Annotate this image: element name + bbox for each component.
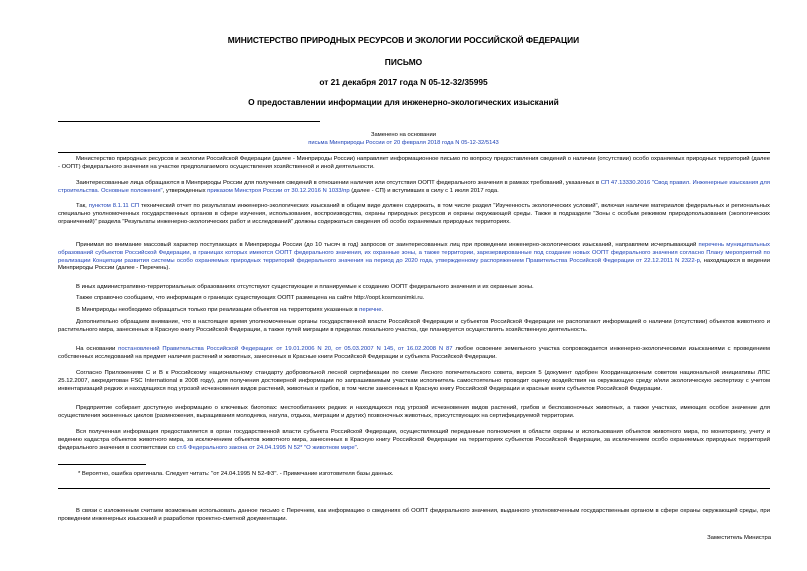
- p12-text-b: .: [356, 444, 359, 451]
- p2-text-c: (далее - СП) и вступивших в силу с 1 июля 2017 года.: [351, 187, 499, 194]
- paragraph-2: [58, 180, 770, 196]
- plan-link[interactable]: Плану мероприятий по реализации Концепции развития системы особо охраняемых природных территорий федерального значения на период до 2020 года, утвержденному распоряжением Правительства Российской Федерации от 22.12.2011 N 2322-р: [58, 249, 770, 264]
- doc-type-heading: ПИСЬМО: [384, 57, 423, 67]
- p4-text-b: , находящихся в ведении Минприроды России (далее - Перечень).: [58, 257, 771, 272]
- paragraph-10: Согласно Приложениям С и В к Российскому национальному стандарту добровольной лесной сертификации по схеме Лесного попечительского совета, версия 5 (документ одобрен Координационным советом национальной инициативы ЛПС 25.12.2007, аккредитован FSC International в 2008 году), для получения достоверной информации по запрашиваемым участкам исполнитель самостоятельно проводит оценку воздействия на окружающую среду и/или экологическую экспертизу с учетом инвентаризаций редких и находящихся под угрозой исчезновения видов растений, животных и грибов, в том числе занесенных в Красную книгу Российской Федерации и красные книги субъектов Российской Федерации.: [58, 370, 770, 392]
- paragraph-7: [58, 307, 770, 315]
- divider-top: [58, 121, 320, 122]
- p7-text-b: .: [381, 307, 384, 313]
- replaced-link[interactable]: письма Минприроды России от 20 февраля 2018 года N 05-12-32/5143: [308, 140, 499, 146]
- divider-footnote: [58, 464, 146, 465]
- ministry-heading: МИНИСТЕРСТВО ПРИРОДНЫХ РЕСУРСОВ И ЭКОЛОГИИ РОССИЙСКОЙ ФЕДЕРАЦИИ: [227, 35, 580, 45]
- p4-text-a: Принимая во внимание массовый характер поступающих в Минприроды России (до 10 тысяч в год) запросов от заинтересованных лиц при проведении инженерно-экологических изысканий, направляем исчерпывающий: [76, 242, 697, 248]
- subject-heading: О предоставлении информации для инженерно-экологических изысканий: [248, 97, 559, 107]
- divider-replaced: [58, 152, 770, 153]
- p2-text-b: , утвержденных: [162, 187, 206, 194]
- p9-text-b: любое освоение земельного участка сопровождается инженерно-экологическими изысканиями с проведением собственных исследований на предмет наличия растений и животных, занесенных в Красные книги Российской Федерации и субъекта Российской Федерации.: [58, 346, 770, 360]
- signature: Заместитель Министра: [707, 535, 771, 541]
- p3-text-b: технический отчет по результатам инженерно-экологических изысканий в общем виде должен содержать, в том числе раздел "Изученность экологических условий", включая наличие материалов федеральных и региональных специально уполномоченных государственных органов в сфере изучения, использования, воспроизводства, охраны природных ресурсов и охраны окружающей среды. Также в подразделе "Зоны с особым режимом природопользования (экологических ограничений)" раздела "Результаты инженерно-экологических работ и исследований" должны содержаться сведения об особо охраняемых природных территориях.: [58, 203, 770, 225]
- sp-link[interactable]: СП 47.13330.2016 "Свод правил. Инженерные изыскания для строительства. Основные положения": [58, 180, 770, 194]
- paragraph-12: [58, 429, 770, 452]
- p9-text-a: На основании: [76, 346, 116, 352]
- paragraph-1: Министерство природных ресурсов и экологии Российской Федерации (далее - Минприроды России) направляет информационное письмо по вопросу предоставления сведений о наличии (отсутствии) особо охраняемых природных территорий (далее - ООПТ) федерального значения на участке предполагаемого осуществления хозяйственной и иной деятельности.: [58, 156, 770, 170]
- p7-text-a: В Минприроды необходимо обращаться только при реализации объектов на территориях указанных в: [76, 307, 358, 313]
- divider-bottom: [58, 488, 770, 489]
- paragraph-9: [58, 346, 770, 362]
- clause-link[interactable]: пунктом 8.1.11 СП: [88, 203, 140, 209]
- list-link[interactable]: перечень муниципальных образований субъектов Российской Федерации, в границах которых имеются ООПТ федерального значения, их охранные зоны, а также территории, зарезервированные под создание новых ООПТ федерального значения согласно: [58, 242, 770, 256]
- paragraph-4: [58, 242, 770, 273]
- paragraph-8: Дополнительно обращаем внимание, что в настоящее время уполномоченные органы государственной власти Российской Федерации и субъектов Российской Федерации не располагают информацией о наличии (отсутствии) объектов животного и растительного мира, занесенных в Красную книгу Российской Федерации, а также путей миграции в пределах локального участка, где планируется осуществлять хозяйственную деятельность.: [58, 319, 770, 333]
- paragraph-5: В иных административно-территориальных образованиях отсутствуют существующие и планируемые к созданию ООПТ федерального значения и их охранные зоны.: [76, 284, 534, 290]
- p3-text-a: Так,: [76, 203, 87, 209]
- paragraph-11: Предприятие собирает доступную информацию о ключевых биотопах: местообитаниях редких и находящихся под угрозой исчезновения видов растений, грибов и беспозвоночных животных, а также участках, имеющих особое значение для осуществления жизненных циклов (размножения, выращивания молодняка, нагула, отдыха, миграции и других) позвоночных животных, присутствующих на сертифицируемой территории.: [58, 405, 770, 419]
- replaced-label: Заменено на основании: [371, 132, 436, 138]
- p2-text-a: Заинтересованные лица обращаются в Минприроды России для получения сведений в отношении наличия или отсутствия ООПТ федерального значения в рамках требований, указанных в: [76, 180, 600, 186]
- paragraph-13: В связи с изложенным считаем возможным использовать данное письмо с Перечнем, как информацию о сведениях об ООПТ федерального значения, выданного уполномоченным государственным органом в сфере охраны окружающей среды, при проведении инженерных изысканий и разработке проектно-сметной документации.: [58, 508, 770, 522]
- date-number-heading: от 21 декабря 2017 года N 05-12-32/35995: [319, 77, 488, 87]
- paragraph-3: [58, 203, 770, 226]
- law-link[interactable]: ст.6 Федерального закона от 24.04.1995 N 52* "О животном мире": [176, 444, 357, 451]
- order-link[interactable]: приказом Минстроя России от 30.12.2016 N 1033/пр: [207, 187, 350, 194]
- government-decrees-link[interactable]: постановлений Правительства Российской Федерации: от 19.01.2006 N 20, от 05.03.2007 N 145, от 16.02.2008 N 87: [118, 346, 453, 352]
- footnote: * Вероятно, ошибка оригинала. Следует читать: "от 24.04.1995 N 52-ФЗ". - Примечание изготовителя базы данных.: [78, 471, 394, 477]
- p12-text-a: Вся полученная информация предоставляется в орган государственной власти субъекта Российской Федерации, осуществляющий переданные полномочия в области охраны и использования объектов животного мира, по мониторингу, учету и ведению кадастра объектов животного мира, за исключением объектов животного мира, занесенных в Красную книгу Российской Федерации на территориях субъектов Российской Федерации, за исключением особо охраняемых природных территорий федерального значения в соответствии со: [58, 429, 770, 451]
- paragraph-6: Также справочно сообщаем, что информация о границах существующих ООПТ размещена на сайте http://oopt.kosmosnimki.ru.: [76, 295, 425, 301]
- list-link-short[interactable]: перечне: [359, 307, 382, 313]
